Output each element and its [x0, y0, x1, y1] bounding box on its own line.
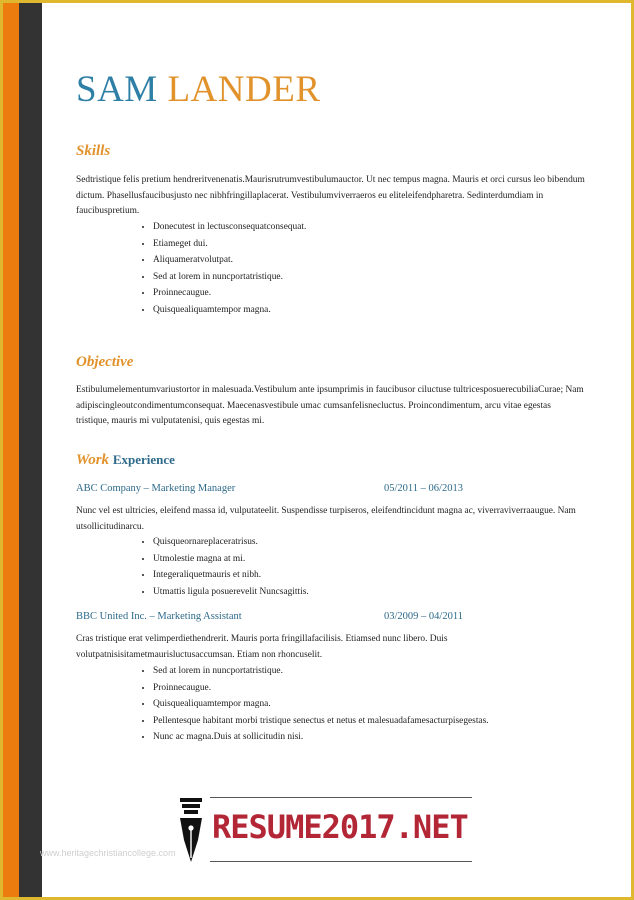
list-item: • Quisquealiquamtempor magna. — [153, 696, 593, 713]
job-1-paragraph: Nunc vel est ultricies, eleifend massa id, vulputateelit. Suspendisse turpiseros, eleifendtincidunt magna ac, viverraviverraaugue. Nam utsollicitudinarcu. — [76, 506, 576, 532]
watermark-text: www.heritagechristiancollege.com — [40, 848, 176, 858]
list-item: • Pellentesque habitant morbi tristique senectus et netus et malesuadafamesacturpisegestas. — [153, 713, 593, 730]
list-item: • Integeraliquetmauris et nibh. — [153, 567, 593, 584]
list-item: • Aliquameratvolutpat. — [153, 252, 593, 269]
logo-wordmark: RESUME2017.NET — [212, 808, 468, 846]
job-2-dates: 03/2009 – 04/2011 — [384, 611, 463, 622]
job-2-bullet-list — [132, 663, 593, 746]
list-item: • Utmattis ligula posuerevelit Nuncsagittis. — [153, 584, 593, 601]
sidebar-orange-stripe — [3, 3, 19, 897]
list-item: • Utmolestie magna at mi. — [153, 551, 593, 568]
skills-heading: Skills — [76, 143, 111, 159]
list-item: • Donecutest in lectusconsequatconsequat. — [153, 219, 593, 236]
list-item: • Sed at lorem in nuncportatristique. — [153, 663, 593, 680]
job-2-paragraph: Cras tristique erat velimperdiethendrerit. Mauris porta fringillafacilisis. Etiamsed nunc libero. Duis volutpatnisisitametmaurisluctusaccumsan. Etiam non rhoncuselit. — [76, 634, 448, 660]
skills-paragraph: Sedtristique felis pretium hendreritvenenatis.Maurisrutrumvestibulumauctor. Ut nec tempus magna. Mauris et orci cursus leo bibendum dictum. Phasellusfaucibusjusto nec nibhfringillaplacerat. Vestibulumviverraeros eu eliteleifendpharetra. Sedinterdumdiam in faucibuspretium. — [76, 175, 585, 216]
logo-bottom-rule — [210, 861, 472, 862]
objective-heading: Objective — [76, 354, 134, 370]
list-item: • Sed at lorem in nuncportatristique. — [153, 269, 593, 286]
job-2-title: BBC United Inc. – Marketing Assistant — [76, 611, 242, 622]
skills-bullet-list — [132, 219, 593, 318]
job-1-title: ABC Company – Marketing Manager — [76, 483, 236, 494]
logo-top-rule — [210, 797, 472, 798]
list-item: • Etiameget dui. — [153, 236, 593, 253]
job-1-bullet-list — [132, 534, 593, 600]
experience-heading-word: Experience — [112, 452, 175, 467]
first-name: SAM — [76, 69, 158, 110]
work-experience-heading — [76, 452, 175, 469]
list-item: • Quisqueornareplaceratrisus. — [153, 534, 593, 551]
candidate-name — [76, 68, 321, 111]
list-item: • Proinnecaugue. — [153, 285, 593, 302]
job-1-header — [76, 483, 496, 494]
objective-paragraph: Estibulumelementumvariustortor in malesuada.Vestibulum ante ipsumprimis in faucibusor ciluctuse tultricesposuerecubiliaCurae; Nam adipiscingleoutcondimentumconsequat. Maecenasvestibule umac cumsanfelisnecluctus. Proincondimentum, arcu vitae egestas tristique, mauris mi vulputatenisi, quis egestas mi. — [76, 385, 584, 426]
sidebar-dark-stripe — [19, 3, 42, 897]
list-item: • Proinnecaugue. — [153, 680, 593, 697]
fountain-pen-nib-icon — [176, 796, 206, 866]
frame-top-border — [0, 0, 634, 3]
list-item: • Quisquealiquamtempor magna. — [153, 302, 593, 319]
job-2-header — [76, 611, 496, 622]
list-item: • Nunc ac magna.Duis at sollicitudin nisi. — [153, 729, 593, 746]
last-name: LANDER — [167, 69, 321, 110]
work-heading-word: Work — [76, 452, 110, 468]
job-1-dates: 05/2011 – 06/2013 — [384, 483, 463, 494]
